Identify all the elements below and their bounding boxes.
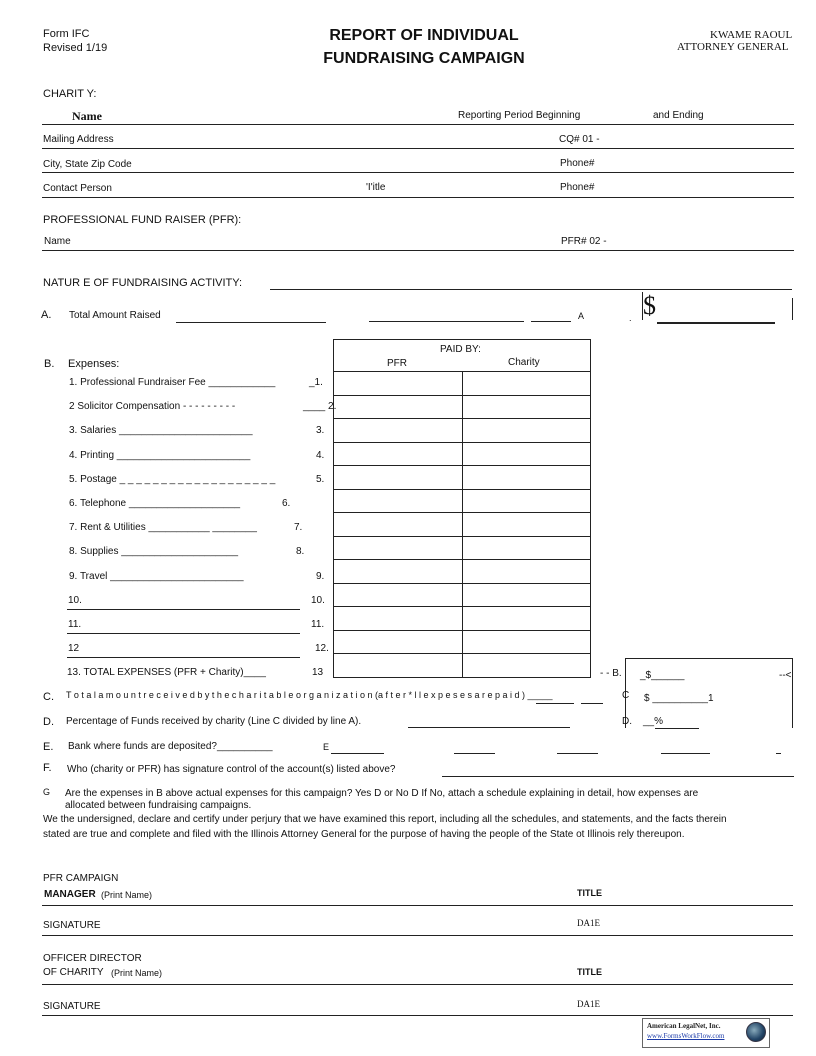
signature-control-label: Who (charity or PFR) has signature control of the account(s) listed above?	[67, 764, 396, 775]
line-a-dot: .	[629, 313, 632, 323]
expense-row	[334, 372, 591, 396]
expense-charity-cell[interactable]	[463, 489, 591, 513]
line-c-marker: C	[622, 690, 630, 701]
expense-pfr-cell[interactable]	[334, 583, 463, 607]
total-raised-line[interactable]	[176, 322, 326, 323]
agency-name: KWAME RAOUL	[710, 29, 793, 41]
expense-item-label: 8. Supplies _____________________	[69, 546, 239, 558]
logo-url[interactable]: www.FormsWorkFlow.com	[647, 1032, 725, 1040]
expense-charity-cell[interactable]	[463, 583, 591, 607]
ending-label: and Ending	[653, 110, 704, 121]
expense-item-label: 9. Travel ________________________	[69, 570, 244, 582]
expense-pfr-cell[interactable]	[334, 489, 463, 513]
form-title-line1: REPORT OF INDIVIDUAL	[329, 27, 519, 44]
officer-name-line[interactable]	[42, 984, 793, 985]
signature-control-line[interactable]	[442, 776, 794, 777]
expense-pfr-cell[interactable]	[334, 466, 463, 490]
bank-line-3[interactable]	[557, 753, 598, 754]
expense-item-number: 13	[312, 667, 324, 679]
expense-charity-cell[interactable]	[463, 419, 591, 443]
expense-item-label: 2 Solicitor Compensation - - - - - - - - -	[69, 401, 236, 413]
expense-row	[334, 654, 591, 678]
contact-person-label: Contact Person	[43, 183, 112, 194]
expense-item-number: _1.	[309, 377, 323, 388]
expense-pfr-cell[interactable]	[334, 372, 463, 396]
line-b-total-marker: - - B.	[600, 668, 622, 679]
charity-name-line[interactable]	[42, 124, 794, 125]
expense-pfr-cell[interactable]	[334, 419, 463, 443]
pfr-title-label: TITLE	[577, 888, 602, 898]
pfr-section-label: PROFESSIONAL FUND RAISER (PFR):	[43, 214, 242, 226]
expense-row	[334, 630, 591, 654]
expense-charity-cell[interactable]	[463, 395, 591, 419]
phone-label-2: Phone#	[560, 182, 595, 193]
nature-of-activity-label: NATUR E OF FUNDRAISING ACTIVITY:	[43, 277, 243, 289]
total-expenses-input[interactable]: _$______	[640, 670, 685, 681]
line-a-letter: A.	[41, 309, 52, 321]
bank-label: Bank where funds are deposited?__________	[68, 741, 273, 752]
charity-column-header: Charity	[508, 357, 540, 368]
pfr-column-header: PFR	[387, 358, 407, 369]
expense-charity-cell[interactable]	[463, 513, 591, 537]
amount-box-right	[792, 298, 793, 320]
total-raised-line-2[interactable]	[369, 321, 524, 322]
expense-row	[334, 513, 591, 537]
pfr-signature-label: SIGNATURE	[43, 920, 101, 931]
pfr-number-label: PFR# 02 -	[561, 236, 607, 247]
print-name-label: (Print Name)	[101, 890, 153, 900]
pfr-date-label: DA1E	[577, 918, 600, 928]
line-e-letter: E.	[43, 741, 54, 753]
line-a-suffix: A	[578, 311, 585, 321]
charity-received-input[interactable]: $ __________1	[644, 693, 714, 704]
actual-expenses-question: Are the expenses in B above actual expenses for this campaign? Yes D or No D If No, attach a schedule explaining in detail, how expenses are	[65, 788, 699, 799]
bank-line-5[interactable]	[776, 753, 781, 754]
expense-item-number: 7.	[294, 522, 303, 534]
expense-row	[334, 607, 591, 631]
dollar-sign: $	[643, 291, 656, 320]
expense-item-number: 11.	[311, 619, 325, 630]
expense-item-label: 1. Professional Fundraiser Fee ____________	[69, 377, 276, 388]
expense-pfr-cell[interactable]	[334, 513, 463, 537]
expense-charity-cell[interactable]	[463, 466, 591, 490]
expense-item-number: 4.	[316, 449, 325, 461]
expense-pfr-cell[interactable]	[334, 536, 463, 560]
expense-item-number: 3.	[316, 425, 325, 437]
form-id: Form IFC	[43, 28, 90, 40]
percentage-label: Percentage of Funds received by charity (Line C divided by line A).	[66, 716, 362, 727]
actual-expenses-question-2: allocated between fundraising campaigns.	[65, 800, 252, 811]
officer-signature-label: SIGNATURE	[43, 1001, 101, 1012]
expense-charity-cell[interactable]	[463, 630, 591, 654]
of-charity-label: OF CHARITY	[43, 967, 104, 978]
pfr-manager-line[interactable]	[42, 905, 793, 906]
expense-charity-cell[interactable]	[463, 607, 591, 631]
expense-item-number: ____ 2.	[303, 401, 337, 413]
expense-pfr-cell[interactable]	[334, 395, 463, 419]
end-mark: --<	[779, 670, 792, 681]
expense-item-label: 5. Postage _ _ _ _ _ _ _ _ _ _ _ _ _ _ _ _ _ _ _	[69, 473, 276, 485]
officer-signature-line[interactable]	[42, 1015, 793, 1016]
line-f-letter: F.	[43, 762, 52, 774]
expense-pfr-cell[interactable]	[334, 654, 463, 678]
line-d-letter: D.	[43, 716, 54, 728]
city-state-zip-label: City, State Zip Code	[43, 159, 132, 170]
expense-charity-cell[interactable]	[463, 442, 591, 466]
expense-row	[334, 419, 591, 443]
expense-item-label: 4. Printing ________________________	[69, 449, 251, 461]
certification-line-2: stated are true and complete and filed with the Illinois Attorney General for the purpose of having the people of the State ot Illinois rely thereupon.	[43, 829, 685, 840]
total-raised-label: Total Amount Raised	[69, 310, 161, 321]
expense-row	[334, 395, 591, 419]
certification-line-1: We the undersigned, declare and certify under perjury that we have examined this report, including all the schedules, and statements, and the facts therein	[43, 814, 727, 825]
expense-item-number: 5.	[316, 473, 325, 485]
charity-received-label: T o t a l a m o u n t r e c e i v e d b y t h e c h a r i t a b l e o r g a n i z a t i o n (a f t e r * l l e x p e s e s a r e p a i d ) _____	[66, 690, 553, 700]
expense-item-number: 6.	[282, 498, 291, 509]
expense-row	[334, 536, 591, 560]
charity-section-label: CHARIT Y:	[43, 88, 97, 100]
expense-item-number: 9.	[316, 570, 325, 582]
line-c-letter: C.	[43, 691, 54, 703]
expense-grid	[333, 371, 591, 678]
expense-item-label: 12	[68, 643, 80, 655]
expense-pfr-cell[interactable]	[334, 630, 463, 654]
expense-item-label: 3. Salaries ________________________	[69, 425, 253, 437]
expense-charity-cell[interactable]	[463, 654, 591, 678]
expense-charity-cell[interactable]	[463, 560, 591, 584]
expense-item-label: 13. TOTAL EXPENSES (PFR + Charity)____	[67, 667, 266, 679]
expense-blank-line[interactable]	[67, 657, 300, 658]
charity-name-label: Name	[72, 109, 102, 123]
expense-item-label: 7. Rent & Utilities ___________ ________	[69, 522, 257, 534]
expense-item-label: 6. Telephone ____________________	[69, 498, 241, 509]
expense-item-number: 10.	[311, 594, 325, 606]
officer-date-label: DA1E	[577, 999, 600, 1009]
phone-label-1: Phone#	[560, 158, 595, 169]
contact-title-label: 'I'itle	[366, 182, 386, 193]
charity-received-line-3[interactable]	[581, 703, 603, 704]
percentage-underline	[655, 728, 699, 729]
expense-charity-cell[interactable]	[463, 536, 591, 560]
contact-person-line[interactable]	[42, 197, 794, 198]
cq-number-label: CQ# 01 -	[559, 134, 600, 145]
expense-blank-line[interactable]	[67, 609, 300, 610]
expense-item-label: 11.	[68, 619, 82, 630]
percentage-input[interactable]: __%	[643, 716, 664, 727]
expense-row	[334, 583, 591, 607]
print-name-label-2: (Print Name)	[111, 968, 163, 978]
revised-date: Revised 1/19	[43, 42, 108, 54]
officer-director-label: OFFICER DIRECTOR	[43, 953, 142, 964]
expense-pfr-cell[interactable]	[334, 560, 463, 584]
city-state-zip-line[interactable]	[42, 172, 794, 173]
agency-title: ATTORNEY GENERAL	[677, 41, 789, 53]
pfr-name-label: Name	[44, 236, 71, 247]
total-raised-line-3[interactable]	[531, 321, 571, 322]
form-title-line2: FUNDRAISING CAMPAIGN	[323, 50, 525, 67]
expense-row	[334, 489, 591, 513]
total-amount-input[interactable]	[657, 322, 775, 324]
pfr-signature-line[interactable]	[42, 935, 793, 936]
bank-sub-label: E	[323, 742, 330, 752]
expense-row	[334, 442, 591, 466]
officer-title-label: TITLE	[577, 967, 602, 977]
paid-by-label: PAID BY:	[440, 344, 481, 355]
percentage-line[interactable]	[408, 727, 570, 728]
line-d-marker: D.	[622, 716, 632, 727]
expense-item-number: 8.	[296, 546, 305, 558]
expense-pfr-cell[interactable]	[334, 607, 463, 631]
logo-company: American LegalNet, Inc.	[647, 1022, 721, 1030]
line-g-letter: G	[43, 787, 51, 797]
expense-charity-cell[interactable]	[463, 372, 591, 396]
logo-globe-icon	[746, 1022, 766, 1042]
pfr-name-line[interactable]	[42, 250, 794, 251]
nature-of-activity-line[interactable]	[270, 289, 792, 290]
mailing-address-line[interactable]	[42, 148, 794, 149]
manager-label: MANAGER	[44, 889, 96, 900]
expense-blank-line[interactable]	[67, 633, 300, 634]
pfr-campaign-label: PFR CAMPAIGN	[43, 873, 119, 884]
expenses-label: Expenses:	[68, 358, 120, 370]
bank-line-4[interactable]	[661, 753, 710, 754]
expense-item-label: 10.	[68, 594, 82, 606]
mailing-address-label: Mailing Address	[43, 134, 114, 145]
bank-line-1[interactable]	[331, 753, 384, 754]
expense-row	[334, 466, 591, 490]
expense-row	[334, 560, 591, 584]
expense-pfr-cell[interactable]	[334, 442, 463, 466]
charity-received-line-2[interactable]	[536, 703, 574, 704]
reporting-period-label: Reporting Period Beginning	[458, 110, 581, 121]
bank-line-2[interactable]	[454, 753, 495, 754]
line-b-letter: B.	[44, 358, 55, 370]
expense-item-number: 12.	[315, 643, 329, 655]
legalnet-logo[interactable]	[642, 1018, 770, 1048]
